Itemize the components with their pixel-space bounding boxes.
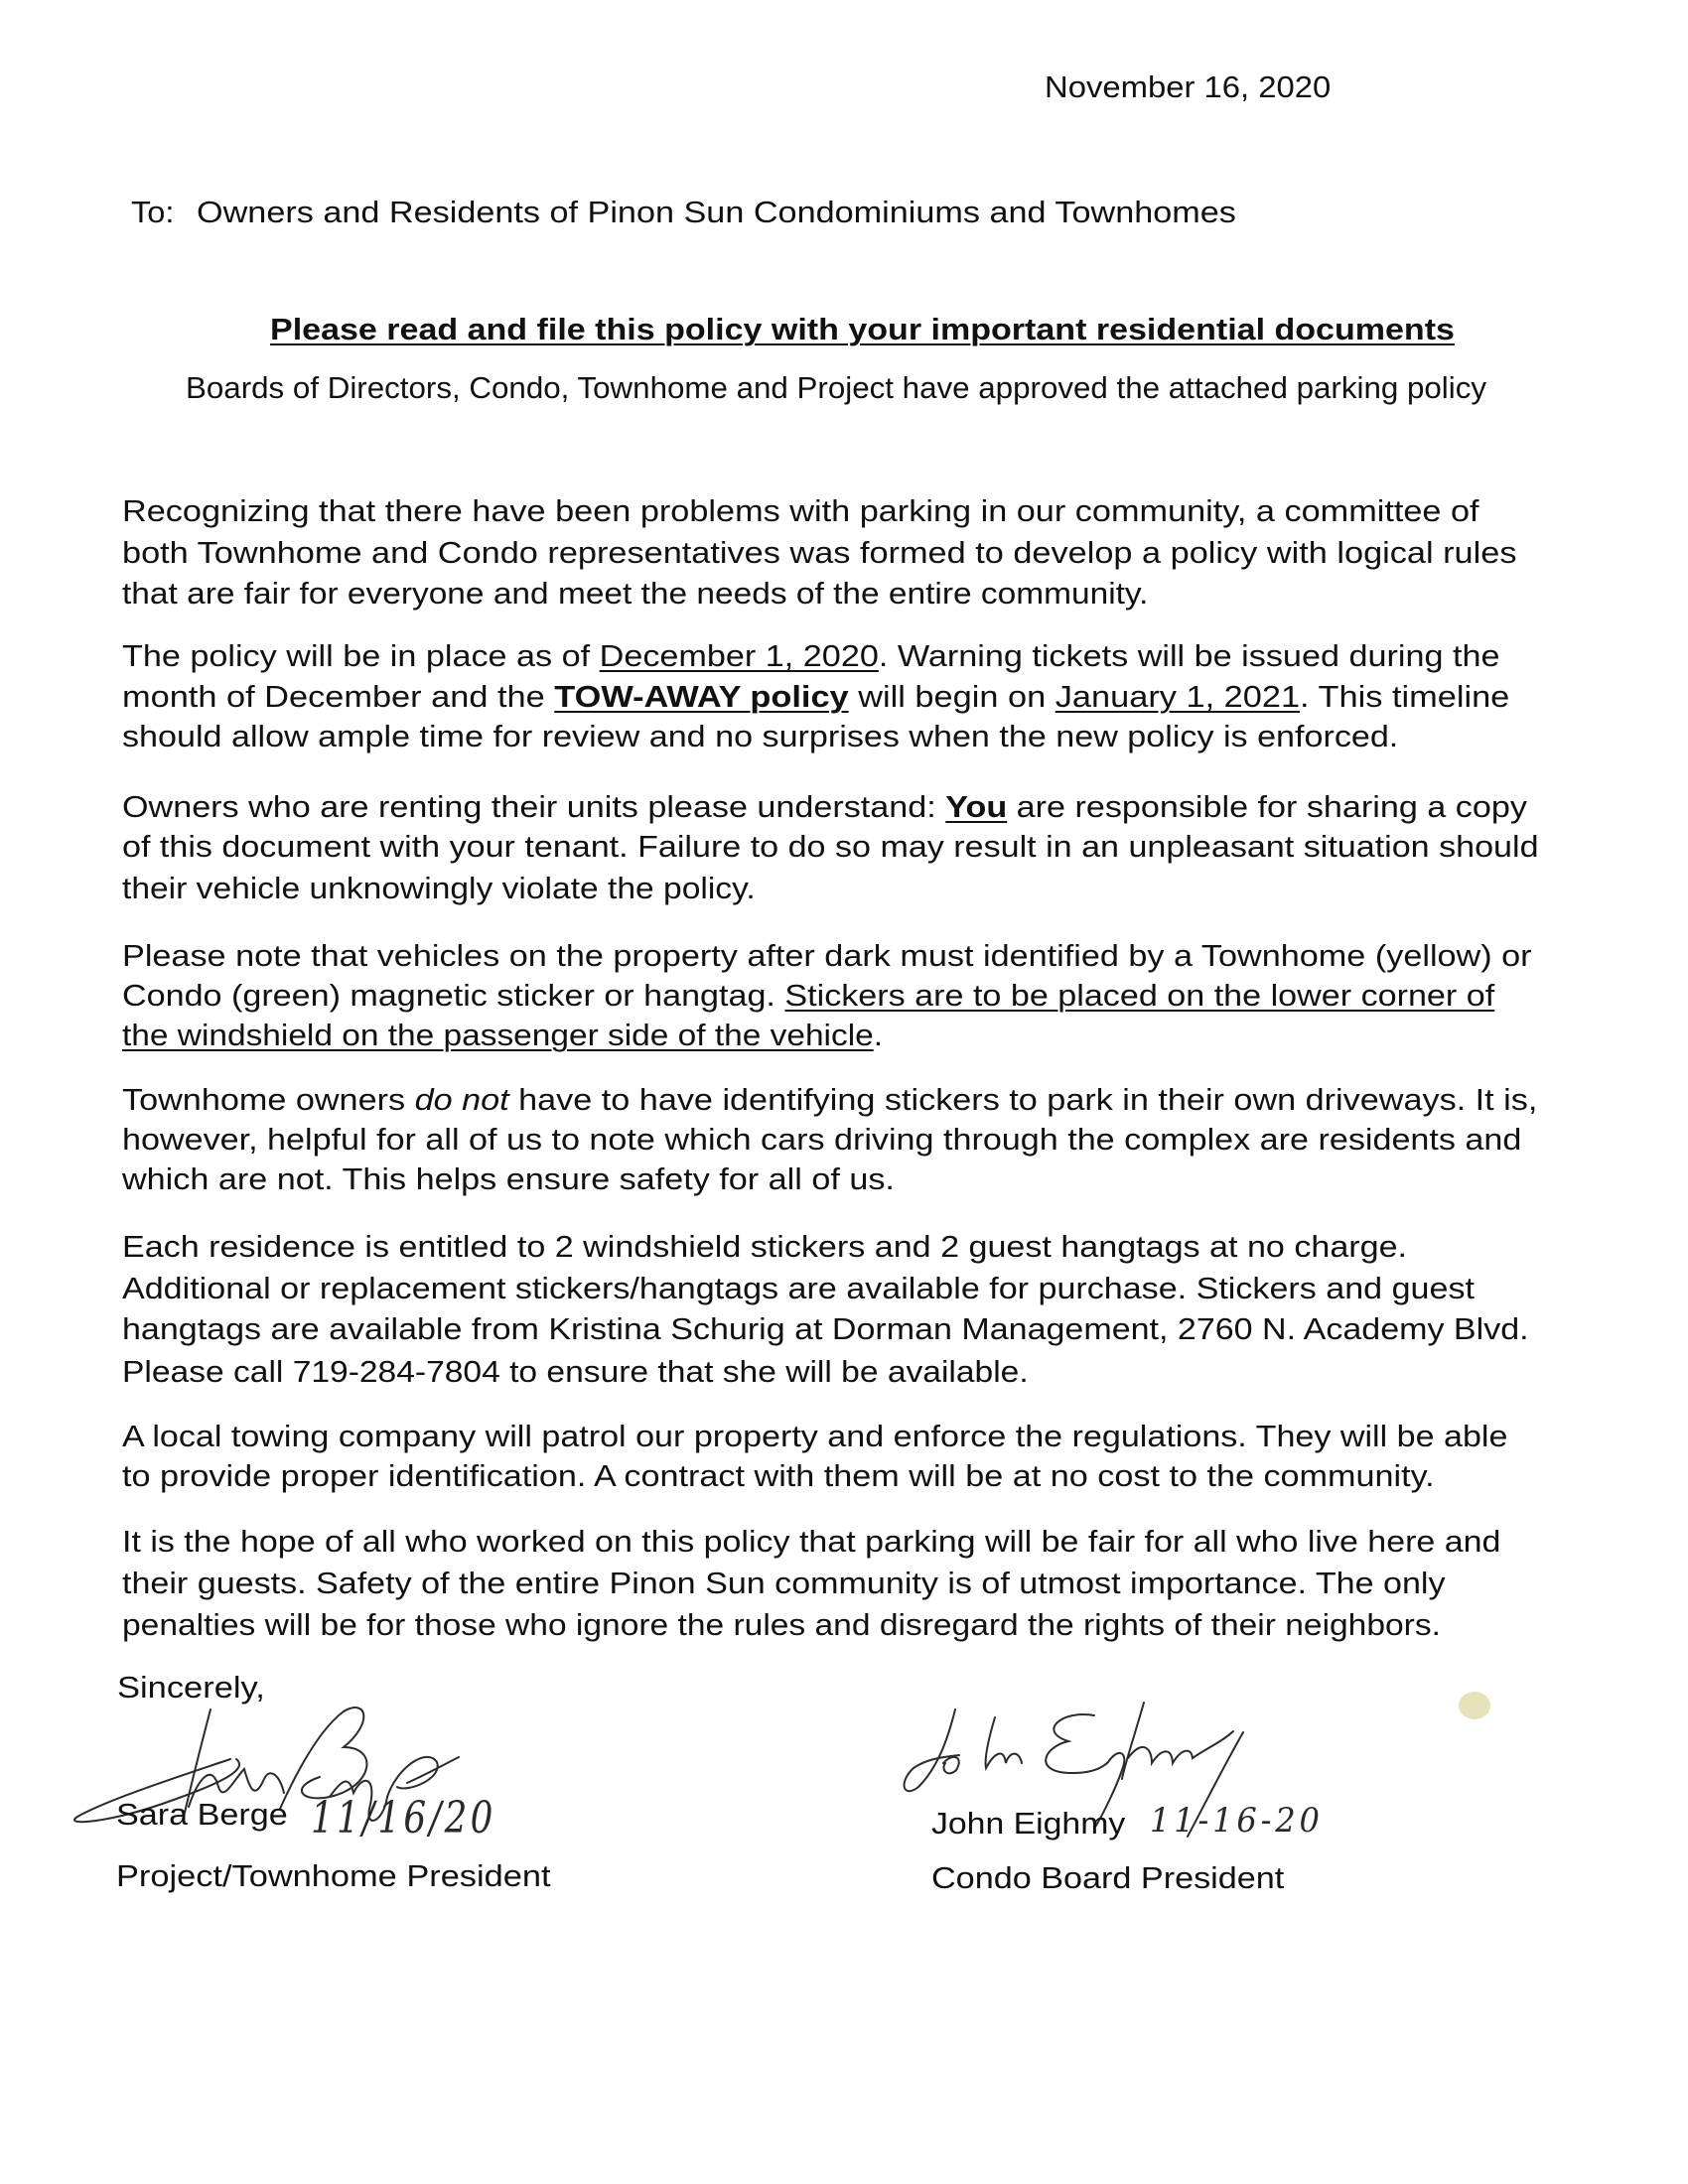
to-recipients: Owners and Residents of Pinon Sun Condominiums and Townhomes	[197, 195, 1236, 229]
paragraph-line	[122, 1273, 1475, 1303]
text-run: Recognizing that there have been problems with parking in our community, a committee of	[122, 493, 1479, 528]
paragraph-line	[122, 1526, 1500, 1557]
paragraph-line	[122, 640, 1499, 671]
to-label: To:	[131, 195, 175, 229]
text-run: their guests. Safety of the entire Pinon Sun community is of utmost importance. The only	[122, 1566, 1446, 1600]
paragraph-line	[122, 1460, 1435, 1491]
paragraph-line	[122, 940, 1532, 971]
text-run: that are fair for everyone and meet the needs of the entire community.	[122, 576, 1149, 611]
text-run: Owners who are renting their units please understand:	[122, 789, 946, 824]
paragraph-line	[122, 1609, 1441, 1640]
text-run: should allow ample time for review and no surprises when the new policy is enforced.	[122, 719, 1399, 753]
text-run: . This timeline	[1300, 679, 1510, 714]
text-run: to provide proper identification. A contract with them will be at no cost to the community.	[122, 1458, 1435, 1493]
letter-date: November 16, 2020	[1045, 69, 1332, 104]
signer-name-sara-berge: Sara Berge	[116, 1797, 288, 1832]
paragraph-line	[122, 1313, 1529, 1344]
paragraph-line	[122, 1231, 1407, 1262]
text-run: .	[873, 1018, 884, 1052]
paragraph-line	[122, 1124, 1521, 1155]
signer-title-sara-berge: Project/Townhome President	[116, 1858, 551, 1893]
policy-start-date: December 1, 2020	[599, 638, 879, 673]
handwritten-date-sara-berge: 11/16/20	[311, 1793, 496, 1843]
text-run: hangtags are available from Kristina Schurig at Dorman Management, 2760 N. Academy Blvd.	[122, 1311, 1529, 1346]
text-run: A local towing company will patrol our property and enforce the regulations. They will be able	[122, 1419, 1508, 1453]
sticker-placement-rule: the windshield on the passenger side of the vehicle	[122, 1018, 874, 1052]
text-run: of this document with your tenant. Failure to do so may result in an unpleasant situation should	[122, 829, 1539, 864]
text-run: penalties will be for those who ignore the rules and disregard the rights of their neighbors.	[122, 1607, 1441, 1642]
paragraph-line	[122, 980, 1494, 1011]
text-run: month of December and the	[122, 679, 555, 714]
paragraph-line	[122, 1421, 1507, 1451]
approval-subheading: Boards of Directors, Condo, Townhome and Project have approved the attached parking policy	[186, 370, 1487, 405]
do-not-emphasis: do not	[414, 1082, 509, 1117]
text-run: . Warning tickets will be issued during the	[878, 638, 1500, 673]
closing: Sincerely,	[117, 1670, 265, 1705]
handwritten-date-john-eighmy: 11-16-20	[1150, 1801, 1324, 1841]
signer-title-john-eighmy: Condo Board President	[931, 1860, 1285, 1895]
text-run: It is the hope of all who worked on this policy that parking will be fair for all who live here and	[122, 1524, 1501, 1559]
you-emphasis: You	[945, 789, 1008, 824]
paragraph-line	[122, 495, 1479, 526]
paragraph-line	[122, 578, 1148, 609]
text-run: however, helpful for all of us to note which cars driving through the complex are residents and	[122, 1122, 1522, 1157]
text-run: which are not. This helps ensure safety for all of us.	[122, 1161, 895, 1196]
text-run: their vehicle unknowingly violate the policy.	[122, 871, 756, 905]
paper-smudge	[1459, 1692, 1490, 1719]
paragraph-line	[122, 1163, 895, 1194]
paragraph-line	[122, 721, 1398, 751]
text-run: Condo (green) magnetic sticker or hangtag.	[122, 978, 785, 1013]
tow-away-start-date: January 1, 2021	[1055, 679, 1301, 714]
text-run: The policy will be in place as of	[122, 638, 600, 673]
paragraph-line	[122, 681, 1509, 712]
paragraph-line	[122, 1356, 1029, 1387]
policy-heading: Please read and file this policy with your important residential documents	[270, 312, 1455, 346]
paragraph-line	[122, 791, 1527, 822]
text-run: are responsible for sharing a copy	[1007, 789, 1527, 824]
text-run: Please note that vehicles on the property after dark must identified by a Townhome (yellow) or	[122, 938, 1532, 973]
text-run: Additional or replacement stickers/hangtags are available for purchase. Stickers and guest	[122, 1271, 1475, 1305]
paragraph-line	[122, 1084, 1537, 1115]
paragraph-line	[122, 873, 756, 903]
text-run: have to have identifying stickers to park in their own driveways. It is,	[508, 1082, 1538, 1117]
text-run: both Townhome and Condo representatives was formed to develop a policy with logical rules	[122, 535, 1517, 570]
paragraph-line	[122, 1020, 883, 1050]
paragraph-line	[122, 537, 1516, 568]
text-run: Each residence is entitled to 2 windshield stickers and 2 guest hangtags at no charge.	[122, 1229, 1408, 1264]
sticker-placement-rule: Stickers are to be placed on the lower corner of	[784, 978, 1495, 1013]
text-run: Please call 719-284-7804 to ensure that she will be available.	[122, 1354, 1029, 1389]
tow-away-policy-emphasis: TOW-AWAY policy	[554, 679, 849, 714]
text-run: Townhome owners	[122, 1082, 415, 1117]
signer-name-john-eighmy: John Eighmy	[931, 1806, 1126, 1841]
text-run: will begin on	[848, 679, 1055, 714]
paragraph-line	[122, 1568, 1446, 1598]
paragraph-line	[122, 831, 1539, 862]
